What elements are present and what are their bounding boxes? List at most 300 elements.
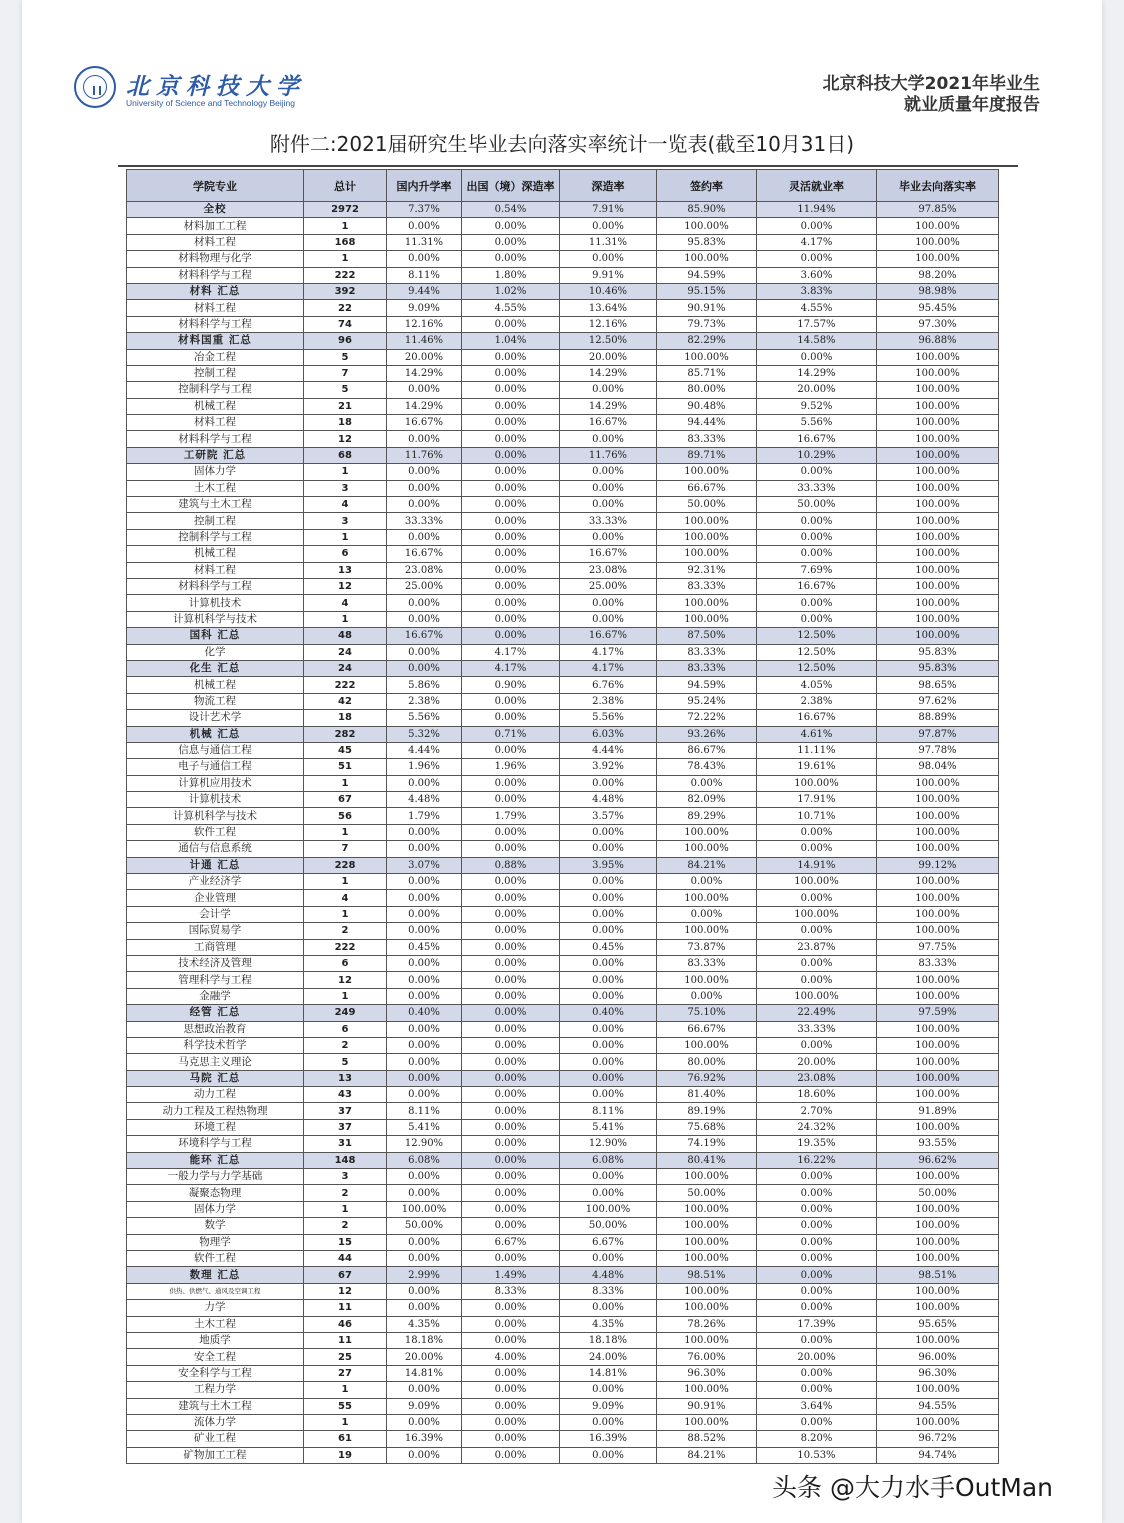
cell-signed: 95.15%: [657, 283, 757, 299]
cell-flexible: 22.49%: [757, 1005, 877, 1021]
report-title-line1: 北京科技大学2021年毕业生: [822, 74, 1040, 94]
cell-flexible: 0.00%: [757, 611, 877, 627]
cell-further: 0.00%: [560, 1447, 657, 1463]
cell-total: 1: [304, 874, 387, 890]
cell-abroad: 0.00%: [462, 1169, 560, 1185]
cell-abroad: 0.00%: [462, 874, 560, 890]
cell-abroad: 1.02%: [462, 283, 560, 299]
cell-total: 43: [304, 1087, 387, 1103]
cell-flexible: 20.00%: [757, 382, 877, 398]
table-row: [127, 529, 999, 545]
cell-flexible: 100.00%: [757, 988, 877, 1004]
cell-total: 1: [304, 611, 387, 627]
cell-name: 计算机应用技术: [127, 775, 304, 791]
cell-name: 固体力学: [127, 464, 304, 480]
cell-further: 0.00%: [560, 464, 657, 480]
cell-placement: 100.00%: [877, 628, 999, 644]
table-row: [127, 1087, 999, 1103]
cell-further: 0.00%: [560, 1169, 657, 1185]
cell-total: 24: [304, 644, 387, 660]
cell-abroad: 0.00%: [462, 1021, 560, 1037]
cell-flexible: 0.00%: [757, 972, 877, 988]
cell-domestic: 100.00%: [387, 1201, 462, 1217]
cell-placement: 94.74%: [877, 1447, 999, 1463]
cell-further: 0.00%: [560, 955, 657, 971]
cell-placement: 100.00%: [877, 890, 999, 906]
cell-placement: 100.00%: [877, 431, 999, 447]
cell-domestic: 0.00%: [387, 497, 462, 513]
cell-flexible: 0.00%: [757, 1169, 877, 1185]
table-row: [127, 1185, 999, 1201]
table-row: [127, 1332, 999, 1348]
cell-further: 11.31%: [560, 234, 657, 250]
cell-flexible: 4.05%: [757, 677, 877, 693]
cell-placement: 100.00%: [877, 1332, 999, 1348]
cell-flexible: 0.00%: [757, 1185, 877, 1201]
cell-further: 0.00%: [560, 595, 657, 611]
cell-abroad: 0.00%: [462, 1152, 560, 1168]
cell-total: 19: [304, 1447, 387, 1463]
cell-name: 材料国重 汇总: [127, 333, 304, 349]
cell-flexible: 10.29%: [757, 447, 877, 463]
cell-domestic: 0.00%: [387, 874, 462, 890]
cell-domestic: 0.00%: [387, 1021, 462, 1037]
cell-name: 材料科学与工程: [127, 431, 304, 447]
cell-placement: 100.00%: [877, 251, 999, 267]
cell-name: 安全科学与工程: [127, 1365, 304, 1381]
cell-total: 56: [304, 808, 387, 824]
cell-placement: 100.00%: [877, 546, 999, 562]
cell-total: 45: [304, 742, 387, 758]
cell-placement: 100.00%: [877, 464, 999, 480]
cell-signed: 73.87%: [657, 939, 757, 955]
cell-further: 12.90%: [560, 1136, 657, 1152]
cell-abroad: 0.00%: [462, 546, 560, 562]
cell-abroad: 0.90%: [462, 677, 560, 693]
cell-placement: 100.00%: [877, 1251, 999, 1267]
table-row: [127, 939, 999, 955]
cell-signed: 0.00%: [657, 988, 757, 1004]
cell-total: 3: [304, 1169, 387, 1185]
cell-further: 11.76%: [560, 447, 657, 463]
cell-further: 0.00%: [560, 1414, 657, 1430]
cell-placement: 100.00%: [877, 988, 999, 1004]
table-row: [127, 1218, 999, 1234]
cell-name: 全校: [127, 202, 304, 218]
cell-abroad: 0.00%: [462, 693, 560, 709]
cell-flexible: 0.00%: [757, 1332, 877, 1348]
cell-placement: 100.00%: [877, 365, 999, 381]
cell-abroad: 0.00%: [462, 1332, 560, 1348]
cell-placement: 100.00%: [877, 595, 999, 611]
cell-placement: 98.98%: [877, 283, 999, 299]
cell-flexible: 0.00%: [757, 1382, 877, 1398]
cell-flexible: 0.00%: [757, 1300, 877, 1316]
table-row: [127, 1169, 999, 1185]
cell-signed: 95.24%: [657, 693, 757, 709]
cell-abroad: 4.17%: [462, 644, 560, 660]
cell-abroad: 6.67%: [462, 1234, 560, 1250]
cell-signed: 100.00%: [657, 841, 757, 857]
cell-domestic: 16.39%: [387, 1431, 462, 1447]
cell-domestic: 8.11%: [387, 1103, 462, 1119]
cell-further: 13.64%: [560, 300, 657, 316]
cell-total: 1: [304, 988, 387, 1004]
cell-domestic: 0.00%: [387, 890, 462, 906]
cell-signed: 79.73%: [657, 316, 757, 332]
cell-flexible: 18.60%: [757, 1087, 877, 1103]
cell-total: 13: [304, 1070, 387, 1086]
cell-domestic: 14.81%: [387, 1365, 462, 1381]
cell-flexible: 2.70%: [757, 1103, 877, 1119]
cell-placement: 100.00%: [877, 1201, 999, 1217]
cell-total: 12: [304, 1283, 387, 1299]
table-row: [127, 808, 999, 824]
cell-further: 0.00%: [560, 480, 657, 496]
table-row: [127, 267, 999, 283]
cell-placement: 100.00%: [877, 1234, 999, 1250]
cell-signed: 100.00%: [657, 972, 757, 988]
cell-further: 23.08%: [560, 562, 657, 578]
cell-total: 21: [304, 398, 387, 414]
cell-signed: 93.26%: [657, 726, 757, 742]
cell-signed: 100.00%: [657, 1414, 757, 1430]
cell-domestic: 0.00%: [387, 1251, 462, 1267]
cell-domestic: 0.00%: [387, 1300, 462, 1316]
cell-domestic: 0.00%: [387, 1054, 462, 1070]
cell-flexible: 0.00%: [757, 1234, 877, 1250]
cell-signed: 0.00%: [657, 906, 757, 922]
cell-placement: 100.00%: [877, 218, 999, 234]
cell-abroad: 1.49%: [462, 1267, 560, 1283]
cell-signed: 81.40%: [657, 1087, 757, 1103]
cell-domestic: 4.35%: [387, 1316, 462, 1332]
cell-domestic: 16.67%: [387, 546, 462, 562]
cell-total: 5: [304, 1054, 387, 1070]
cell-domestic: 11.31%: [387, 234, 462, 250]
cell-further: 8.33%: [560, 1283, 657, 1299]
column-header: 毕业去向落实率: [877, 170, 999, 202]
table-row: [127, 955, 999, 971]
table-row: [127, 513, 999, 529]
cell-flexible: 0.00%: [757, 1283, 877, 1299]
cell-flexible: 16.67%: [757, 431, 877, 447]
cell-total: 24: [304, 660, 387, 676]
cell-domestic: 0.00%: [387, 611, 462, 627]
cell-further: 0.45%: [560, 939, 657, 955]
cell-further: 3.57%: [560, 808, 657, 824]
cell-total: 222: [304, 939, 387, 955]
cell-flexible: 12.50%: [757, 660, 877, 676]
cell-signed: 84.21%: [657, 1447, 757, 1463]
cell-flexible: 10.53%: [757, 1447, 877, 1463]
cell-placement: 100.00%: [877, 1119, 999, 1135]
column-header: 出国（境）深造率: [462, 170, 560, 202]
cell-total: 3: [304, 513, 387, 529]
cell-placement: 99.12%: [877, 857, 999, 873]
cell-further: 0.00%: [560, 1300, 657, 1316]
table-row: [127, 251, 999, 267]
cell-name: 国科 汇总: [127, 628, 304, 644]
column-header: 总计: [304, 170, 387, 202]
cell-total: 1: [304, 251, 387, 267]
cell-abroad: 0.00%: [462, 349, 560, 365]
table-row: [127, 1349, 999, 1365]
cell-placement: 96.88%: [877, 333, 999, 349]
cell-total: 5: [304, 349, 387, 365]
cell-signed: 100.00%: [657, 1218, 757, 1234]
cell-abroad: 0.00%: [462, 611, 560, 627]
table-summary-row: [127, 202, 999, 218]
cell-further: 0.00%: [560, 529, 657, 545]
cell-name: 材料加工工程: [127, 218, 304, 234]
cell-name: 通信与信息系统: [127, 841, 304, 857]
table-row: [127, 1054, 999, 1070]
cell-domestic: 0.00%: [387, 1283, 462, 1299]
cell-total: 148: [304, 1152, 387, 1168]
cell-name: 建筑与土木工程: [127, 1398, 304, 1414]
cell-placement: 100.00%: [877, 808, 999, 824]
cell-name: 土木工程: [127, 1316, 304, 1332]
cell-flexible: 0.00%: [757, 1037, 877, 1053]
cell-flexible: 100.00%: [757, 874, 877, 890]
cell-total: 67: [304, 1267, 387, 1283]
cell-placement: 97.62%: [877, 693, 999, 709]
cell-total: 46: [304, 1316, 387, 1332]
cell-flexible: 17.39%: [757, 1316, 877, 1332]
cell-total: 3: [304, 480, 387, 496]
table-row: [127, 923, 999, 939]
cell-further: 0.00%: [560, 988, 657, 1004]
table-row: [127, 1447, 999, 1463]
cell-flexible: 0.00%: [757, 1251, 877, 1267]
cell-further: 0.00%: [560, 1021, 657, 1037]
cell-placement: 100.00%: [877, 578, 999, 594]
cell-signed: 88.52%: [657, 1431, 757, 1447]
cell-name: 材料物理与化学: [127, 251, 304, 267]
table-summary-row: [127, 283, 999, 299]
cell-signed: 100.00%: [657, 1169, 757, 1185]
cell-total: 12: [304, 578, 387, 594]
cell-domestic: 11.46%: [387, 333, 462, 349]
cell-abroad: 4.55%: [462, 300, 560, 316]
table-row: [127, 316, 999, 332]
cell-placement: 100.00%: [877, 1169, 999, 1185]
cell-total: 67: [304, 792, 387, 808]
cell-signed: 85.90%: [657, 202, 757, 218]
cell-domestic: 2.38%: [387, 693, 462, 709]
cell-abroad: 0.00%: [462, 398, 560, 414]
cell-name: 物理学: [127, 1234, 304, 1250]
cell-placement: 100.00%: [877, 447, 999, 463]
cell-flexible: 0.00%: [757, 513, 877, 529]
cell-total: 6: [304, 546, 387, 562]
cell-signed: 84.21%: [657, 857, 757, 873]
table-row: [127, 1201, 999, 1217]
cell-abroad: 0.00%: [462, 529, 560, 545]
cell-total: 74: [304, 316, 387, 332]
cell-name: 数理 汇总: [127, 1267, 304, 1283]
table-row: [127, 349, 999, 365]
university-logo: [74, 66, 334, 114]
cell-name: 信息与通信工程: [127, 742, 304, 758]
cell-abroad: 0.00%: [462, 988, 560, 1004]
cell-domestic: 11.76%: [387, 447, 462, 463]
cell-domestic: 0.00%: [387, 251, 462, 267]
seal-icon: [74, 66, 116, 108]
cell-name: 机械工程: [127, 677, 304, 693]
cell-signed: 85.71%: [657, 365, 757, 381]
cell-name: 马院 汇总: [127, 1070, 304, 1086]
cell-signed: 90.91%: [657, 1398, 757, 1414]
cell-name: 数学: [127, 1218, 304, 1234]
cell-flexible: 16.22%: [757, 1152, 877, 1168]
cell-flexible: 17.91%: [757, 792, 877, 808]
cell-placement: 96.30%: [877, 1365, 999, 1381]
cell-flexible: 4.17%: [757, 234, 877, 250]
cell-signed: 94.44%: [657, 415, 757, 431]
cell-total: 222: [304, 677, 387, 693]
cell-domestic: 0.00%: [387, 595, 462, 611]
cell-placement: 96.62%: [877, 1152, 999, 1168]
cell-abroad: 0.00%: [462, 792, 560, 808]
table-row: [127, 1021, 999, 1037]
table-row: [127, 1283, 999, 1299]
cell-placement: 95.45%: [877, 300, 999, 316]
cell-domestic: 0.00%: [387, 841, 462, 857]
cell-further: 4.17%: [560, 660, 657, 676]
cell-placement: 100.00%: [877, 513, 999, 529]
cell-total: 22: [304, 300, 387, 316]
cell-signed: 100.00%: [657, 1234, 757, 1250]
cell-further: 20.00%: [560, 349, 657, 365]
cell-name: 地质学: [127, 1332, 304, 1348]
cell-placement: 100.00%: [877, 1021, 999, 1037]
cell-abroad: 0.00%: [462, 775, 560, 791]
cell-domestic: 0.00%: [387, 1169, 462, 1185]
cell-flexible: 12.50%: [757, 628, 877, 644]
cell-name: 工程力学: [127, 1382, 304, 1398]
cell-signed: 78.26%: [657, 1316, 757, 1332]
cell-name: 工商管理: [127, 939, 304, 955]
cell-domestic: 0.00%: [387, 660, 462, 676]
cell-further: 0.00%: [560, 1251, 657, 1267]
cell-flexible: 50.00%: [757, 497, 877, 513]
table-summary-row: [127, 1267, 999, 1283]
table-header-row: [127, 170, 999, 202]
cell-further: 16.67%: [560, 628, 657, 644]
cell-placement: 100.00%: [877, 1283, 999, 1299]
cell-flexible: 20.00%: [757, 1054, 877, 1070]
cell-signed: 100.00%: [657, 546, 757, 562]
cell-flexible: 0.00%: [757, 824, 877, 840]
cell-placement: 100.00%: [877, 398, 999, 414]
cell-further: 4.48%: [560, 792, 657, 808]
cell-name: 一般力学与力学基础: [127, 1169, 304, 1185]
cell-abroad: 4.17%: [462, 660, 560, 676]
cell-signed: 100.00%: [657, 1332, 757, 1348]
cell-name: 机械工程: [127, 546, 304, 562]
cell-abroad: 0.00%: [462, 1300, 560, 1316]
table-row: [127, 415, 999, 431]
cell-total: 42: [304, 693, 387, 709]
cell-further: 14.29%: [560, 365, 657, 381]
cell-name: 化学: [127, 644, 304, 660]
cell-further: 9.09%: [560, 1398, 657, 1414]
table-summary-row: [127, 333, 999, 349]
table-row: [127, 1365, 999, 1381]
cell-signed: 83.33%: [657, 578, 757, 594]
cell-name: 经管 汇总: [127, 1005, 304, 1021]
cell-abroad: 0.00%: [462, 382, 560, 398]
cell-domestic: 4.48%: [387, 792, 462, 808]
cell-domestic: 0.00%: [387, 382, 462, 398]
cell-total: 2: [304, 1037, 387, 1053]
cell-abroad: 0.00%: [462, 1398, 560, 1414]
cell-abroad: 0.00%: [462, 955, 560, 971]
cell-flexible: 3.60%: [757, 267, 877, 283]
cell-name: 国际贸易学: [127, 923, 304, 939]
cell-placement: 100.00%: [877, 349, 999, 365]
cell-total: 1: [304, 1201, 387, 1217]
table-row: [127, 1414, 999, 1430]
cell-abroad: 0.00%: [462, 1087, 560, 1103]
table-summary-row: [127, 447, 999, 463]
cell-abroad: 0.00%: [462, 480, 560, 496]
cell-signed: 100.00%: [657, 890, 757, 906]
cell-placement: 88.89%: [877, 710, 999, 726]
cell-further: 7.91%: [560, 202, 657, 218]
cell-further: 4.35%: [560, 1316, 657, 1332]
cell-further: 0.00%: [560, 611, 657, 627]
cell-signed: 100.00%: [657, 1037, 757, 1053]
cell-signed: 100.00%: [657, 1201, 757, 1217]
cell-total: 31: [304, 1136, 387, 1152]
cell-placement: 95.65%: [877, 1316, 999, 1332]
cell-total: 11: [304, 1300, 387, 1316]
logo-english-name: University of Science and Technology Beijing: [126, 98, 295, 108]
cell-name: 矿业工程: [127, 1431, 304, 1447]
table-row: [127, 988, 999, 1004]
table-row: [127, 546, 999, 562]
cell-further: 5.41%: [560, 1119, 657, 1135]
cell-further: 0.00%: [560, 382, 657, 398]
cell-signed: 89.29%: [657, 808, 757, 824]
cell-abroad: 0.00%: [462, 1054, 560, 1070]
cell-domestic: 2.99%: [387, 1267, 462, 1283]
logo-chinese-name: 北京科技大学: [126, 73, 306, 100]
cell-name: 机械工程: [127, 398, 304, 414]
cell-name: 技术经济及管理: [127, 955, 304, 971]
cell-flexible: 0.00%: [757, 923, 877, 939]
table-row: [127, 431, 999, 447]
cell-flexible: 3.64%: [757, 1398, 877, 1414]
cell-placement: 100.00%: [877, 1382, 999, 1398]
cell-total: 4: [304, 890, 387, 906]
cell-flexible: 5.56%: [757, 415, 877, 431]
cell-abroad: 0.88%: [462, 857, 560, 873]
cell-total: 5: [304, 382, 387, 398]
cell-name: 设计艺术学: [127, 710, 304, 726]
cell-signed: 0.00%: [657, 874, 757, 890]
table-row: [127, 677, 999, 693]
cell-placement: 100.00%: [877, 1414, 999, 1430]
cell-abroad: 0.00%: [462, 1251, 560, 1267]
cell-domestic: 5.41%: [387, 1119, 462, 1135]
cell-domestic: 0.00%: [387, 431, 462, 447]
cell-further: 50.00%: [560, 1218, 657, 1234]
table-row: [127, 906, 999, 922]
